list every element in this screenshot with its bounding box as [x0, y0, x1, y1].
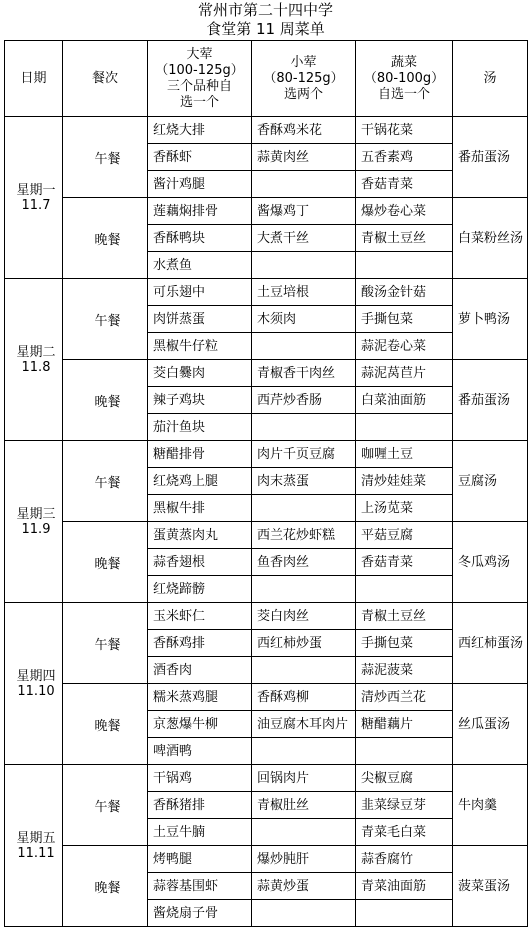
- dish-name: 酒香肉: [153, 662, 193, 678]
- menu-title: 食堂第 11 周菜单: [206, 20, 325, 38]
- day-date: 11.7: [21, 197, 51, 213]
- table-row: [5, 117, 528, 144]
- small-meat-cell: [252, 252, 356, 279]
- small-meat-cell: [252, 225, 356, 252]
- table-row: [5, 684, 528, 711]
- dish-name: 五香素鸡: [361, 149, 414, 165]
- dish-name: 蛋黄蒸肉丸: [153, 527, 219, 543]
- vegetable-cell: [356, 846, 453, 873]
- vegetable-cell: [356, 711, 453, 738]
- dish-name: 蒜泥莴苣片: [361, 365, 427, 381]
- small-meat-cell: [252, 711, 356, 738]
- dish-name: 可乐翅中: [153, 284, 206, 300]
- day-date: 11.9: [21, 521, 51, 537]
- small-meat-cell: [252, 603, 356, 630]
- big-meat-cell: [148, 576, 252, 603]
- day-name: 星期五: [16, 830, 56, 846]
- header-big-meat: [148, 41, 252, 117]
- dish-name: 土豆培根: [257, 284, 310, 300]
- small-meat-cell: [252, 468, 356, 495]
- dish-name: 蒜泥菠菜: [361, 662, 414, 678]
- header-small-range: （80-125g）: [263, 70, 344, 86]
- vegetable-cell: [356, 522, 453, 549]
- day-date: 11.11: [17, 845, 55, 861]
- big-meat-cell: [148, 765, 252, 792]
- soup-cell: 白菜粉丝汤: [453, 198, 528, 279]
- dish-name: 咖喱土豆: [361, 446, 414, 462]
- dish-name: 肉片千页豆腐: [257, 446, 336, 462]
- big-meat-cell: [148, 225, 252, 252]
- dish-name: 香酥鸡米花: [257, 122, 323, 138]
- dish-name: 红烧鸡上腿: [153, 473, 219, 489]
- meal-cell: 午餐: [63, 765, 148, 846]
- vegetable-cell: [356, 738, 453, 765]
- vegetable-cell: [356, 792, 453, 819]
- vegetable-cell: [356, 171, 453, 198]
- day-name: 星期三: [16, 506, 56, 522]
- dish-name: 大煮干丝: [257, 230, 310, 246]
- small-meat-cell: [252, 738, 356, 765]
- dish-name: 辣子鸡块: [153, 392, 206, 408]
- small-meat-cell: [252, 684, 356, 711]
- small-meat-cell: [252, 576, 356, 603]
- dish-name: 香菇青菜: [361, 554, 414, 570]
- big-meat-cell: [148, 630, 252, 657]
- dish-name: 莲藕焖排骨: [153, 203, 219, 219]
- big-meat-cell: [148, 549, 252, 576]
- big-meat-cell: [148, 414, 252, 441]
- dish-name: 香酥虾: [153, 149, 193, 165]
- table-row: [5, 846, 528, 873]
- dish-name: 酱爆鸡丁: [257, 203, 310, 219]
- dish-name: 肉饼蒸蛋: [153, 311, 206, 327]
- dish-name: 香酥鸡柳: [257, 689, 310, 705]
- small-meat-cell: [252, 414, 356, 441]
- dish-name: 黑椒牛仔粒: [153, 338, 219, 354]
- big-meat-cell: [148, 279, 252, 306]
- small-meat-cell: [252, 171, 356, 198]
- meal-cell: 晚餐: [63, 198, 148, 279]
- dish-name: 糯米蒸鸡腿: [153, 689, 219, 705]
- meal-cell: 晚餐: [63, 846, 148, 927]
- vegetable-cell: [356, 414, 453, 441]
- soup-cell: 菠菜蛋汤: [453, 846, 528, 927]
- dish-name: 回锅肉片: [257, 770, 310, 786]
- dish-name: 水煮鱼: [153, 257, 193, 273]
- table-row: [5, 441, 528, 468]
- vegetable-cell: [356, 657, 453, 684]
- soup-cell: 豆腐汤: [453, 441, 528, 522]
- dish-name: 蒜黄肉丝: [257, 149, 310, 165]
- vegetable-cell: [356, 252, 453, 279]
- vegetable-cell: [356, 198, 453, 225]
- vegetable-cell: [356, 225, 453, 252]
- big-meat-cell: [148, 738, 252, 765]
- small-meat-cell: [252, 900, 356, 927]
- soup-cell: 番茄蛋汤: [453, 360, 528, 441]
- dish-name: 茭白爨肉: [153, 365, 206, 381]
- dish-name: 青椒肚丝: [257, 797, 310, 813]
- vegetable-cell: [356, 603, 453, 630]
- big-meat-cell: [148, 792, 252, 819]
- header-veg-title: 蔬菜: [390, 54, 417, 70]
- dish-name: 清炒娃娃菜: [361, 473, 427, 489]
- vegetable-cell: [356, 387, 453, 414]
- day-date: 11.8: [21, 359, 51, 375]
- dish-name: 土豆牛腩: [153, 824, 206, 840]
- small-meat-cell: [252, 495, 356, 522]
- small-meat-cell: [252, 333, 356, 360]
- dish-name: 蒜黄炒蛋: [257, 878, 310, 894]
- small-meat-cell: [252, 306, 356, 333]
- vegetable-cell: [356, 441, 453, 468]
- dish-name: 糖醋排骨: [153, 446, 206, 462]
- day-cell: [5, 603, 63, 765]
- dish-name: 红烧大排: [153, 122, 206, 138]
- big-meat-cell: [148, 441, 252, 468]
- dish-name: 青椒土豆丝: [361, 230, 427, 246]
- dish-name: 西兰花炒虾糕: [257, 527, 336, 543]
- small-meat-cell: [252, 819, 356, 846]
- vegetable-cell: [356, 117, 453, 144]
- soup-cell: 牛肉羹: [453, 765, 528, 846]
- day-cell: [5, 279, 63, 441]
- soup-cell: 番茄蛋汤: [453, 117, 528, 198]
- small-meat-cell: [252, 657, 356, 684]
- table-row: [5, 603, 528, 630]
- dish-name: 上汤苋菜: [361, 500, 414, 516]
- header-big-title: 大荤: [186, 46, 213, 62]
- day-cell: [5, 441, 63, 603]
- big-meat-cell: [148, 468, 252, 495]
- dish-name: 糖醋藕片: [361, 716, 414, 732]
- vegetable-cell: [356, 360, 453, 387]
- meal-cell: 晚餐: [63, 684, 148, 765]
- vegetable-cell: [356, 900, 453, 927]
- dish-name: 爆炒肫肝: [257, 851, 310, 867]
- dish-name: 香酥猪排: [153, 797, 206, 813]
- dish-name: 啤酒鸭: [153, 743, 193, 759]
- vegetable-cell: [356, 279, 453, 306]
- table-row: [5, 360, 528, 387]
- soup-cell: 丝瓜蛋汤: [453, 684, 528, 765]
- header-big-range: （100-125g）: [155, 62, 244, 78]
- header-veg-note: 自选一个: [377, 86, 430, 102]
- dish-name: 手撕包菜: [361, 635, 414, 651]
- vegetable-cell: [356, 549, 453, 576]
- dish-name: 青菜油面筋: [361, 878, 427, 894]
- small-meat-cell: [252, 549, 356, 576]
- dish-name: 茄汁鱼块: [153, 419, 206, 435]
- dish-name: 蒜泥卷心菜: [361, 338, 427, 354]
- vegetable-cell: [356, 468, 453, 495]
- big-meat-cell: [148, 171, 252, 198]
- big-meat-cell: [148, 306, 252, 333]
- dish-name: 韭菜绿豆芽: [361, 797, 427, 813]
- big-meat-cell: [148, 684, 252, 711]
- dish-name: 酸汤金针菇: [361, 284, 427, 300]
- big-meat-cell: [148, 360, 252, 387]
- small-meat-cell: [252, 630, 356, 657]
- dish-name: 黑椒牛排: [153, 500, 206, 516]
- big-meat-cell: [148, 657, 252, 684]
- dish-name: 香菇青菜: [361, 176, 414, 192]
- big-meat-cell: [148, 522, 252, 549]
- dish-name: 玉米虾仁: [153, 608, 206, 624]
- big-meat-cell: [148, 873, 252, 900]
- vegetable-cell: [356, 144, 453, 171]
- vegetable-cell: [356, 630, 453, 657]
- table-row: [5, 522, 528, 549]
- day-name: 星期一: [16, 182, 56, 198]
- big-meat-cell: [148, 117, 252, 144]
- big-meat-cell: [148, 495, 252, 522]
- weekly-menu-table: [4, 40, 528, 927]
- big-meat-cell: [148, 387, 252, 414]
- meal-cell: 午餐: [63, 603, 148, 684]
- vegetable-cell: [356, 306, 453, 333]
- meal-cell: 午餐: [63, 441, 148, 522]
- dish-name: 酱汁鸡腿: [153, 176, 206, 192]
- dish-name: 香酥鸭块: [153, 230, 206, 246]
- vegetable-cell: [356, 495, 453, 522]
- small-meat-cell: [252, 522, 356, 549]
- vegetable-cell: [356, 333, 453, 360]
- dish-name: 西芹炒香肠: [257, 392, 323, 408]
- header-small-title: 小荤: [290, 54, 317, 70]
- vegetable-cell: [356, 684, 453, 711]
- soup-cell: 冬瓜鸡汤: [453, 522, 528, 603]
- vegetable-cell: [356, 819, 453, 846]
- big-meat-cell: [148, 900, 252, 927]
- dish-name: 鱼香肉丝: [257, 554, 310, 570]
- dish-name: 京葱爆牛柳: [153, 716, 219, 732]
- meal-cell: 晚餐: [63, 360, 148, 441]
- dish-name: 蒜香翅根: [153, 554, 206, 570]
- dish-name: 干锅花菜: [361, 122, 414, 138]
- table-row: [5, 765, 528, 792]
- small-meat-cell: [252, 765, 356, 792]
- dish-name: 青椒香干肉丝: [257, 365, 336, 381]
- big-meat-cell: [148, 252, 252, 279]
- dish-name: 手撕包菜: [361, 311, 414, 327]
- small-meat-cell: [252, 873, 356, 900]
- dish-name: 清炒西兰花: [361, 689, 427, 705]
- header-date: 日期: [5, 41, 63, 117]
- vegetable-cell: [356, 873, 453, 900]
- header-meal: 餐次: [63, 41, 148, 117]
- soup-cell: 西红柿蛋汤: [453, 603, 528, 684]
- meal-cell: 晚餐: [63, 522, 148, 603]
- day-date: 11.10: [17, 683, 55, 699]
- header-small-note: 选两个: [283, 86, 323, 102]
- dish-name: 西红柿炒蛋: [257, 635, 323, 651]
- dish-name: 青菜毛白菜: [361, 824, 427, 840]
- table-row: [5, 279, 528, 306]
- menu-body: [5, 117, 528, 927]
- dish-name: 木须肉: [257, 311, 297, 327]
- dish-name: 平菇豆腐: [361, 527, 414, 543]
- vegetable-cell: [356, 765, 453, 792]
- dish-name: 酱烧扇子骨: [153, 905, 219, 921]
- big-meat-cell: [148, 819, 252, 846]
- dish-name: 干锅鸡: [153, 770, 193, 786]
- big-meat-cell: [148, 144, 252, 171]
- big-meat-cell: [148, 333, 252, 360]
- header-soup: 汤: [453, 41, 528, 117]
- day-cell: [5, 117, 63, 279]
- header-small-meat: [252, 41, 356, 117]
- dish-name: 青椒土豆丝: [361, 608, 427, 624]
- dish-name: 爆炒卷心菜: [361, 203, 427, 219]
- dish-name: 尖椒豆腐: [361, 770, 414, 786]
- table-row: [5, 198, 528, 225]
- big-meat-cell: [148, 711, 252, 738]
- small-meat-cell: [252, 198, 356, 225]
- small-meat-cell: [252, 441, 356, 468]
- dish-name: 白菜油面筋: [361, 392, 427, 408]
- dish-name: 油豆腐木耳肉片: [257, 716, 349, 732]
- small-meat-cell: [252, 360, 356, 387]
- dish-name: 茭白肉丝: [257, 608, 310, 624]
- dish-name: 香酥鸡排: [153, 635, 206, 651]
- small-meat-cell: [252, 279, 356, 306]
- soup-cell: 萝卜鸭汤: [453, 279, 528, 360]
- small-meat-cell: [252, 792, 356, 819]
- header-row: [5, 41, 528, 117]
- vegetable-cell: [356, 576, 453, 603]
- header-big-note: 三个品种自选一个: [166, 78, 232, 110]
- small-meat-cell: [252, 387, 356, 414]
- dish-name: 烤鸭腿: [153, 851, 193, 867]
- day-cell: [5, 765, 63, 927]
- header-vegetable: [356, 41, 453, 117]
- dish-name: 蒜香腐竹: [361, 851, 414, 867]
- small-meat-cell: [252, 846, 356, 873]
- day-name: 星期二: [16, 344, 56, 360]
- day-name: 星期四: [16, 668, 56, 684]
- small-meat-cell: [252, 117, 356, 144]
- small-meat-cell: [252, 144, 356, 171]
- big-meat-cell: [148, 198, 252, 225]
- dish-name: 红烧蹄髈: [153, 581, 206, 597]
- big-meat-cell: [148, 603, 252, 630]
- meal-cell: 午餐: [63, 117, 148, 198]
- school-title: 常州市第二十四中学: [197, 1, 333, 19]
- dish-name: 蒜蓉基围虾: [153, 878, 219, 894]
- meal-cell: 午餐: [63, 279, 148, 360]
- big-meat-cell: [148, 846, 252, 873]
- header-veg-range: （80-100g）: [363, 70, 445, 86]
- dish-name: 肉末蒸蛋: [257, 473, 310, 489]
